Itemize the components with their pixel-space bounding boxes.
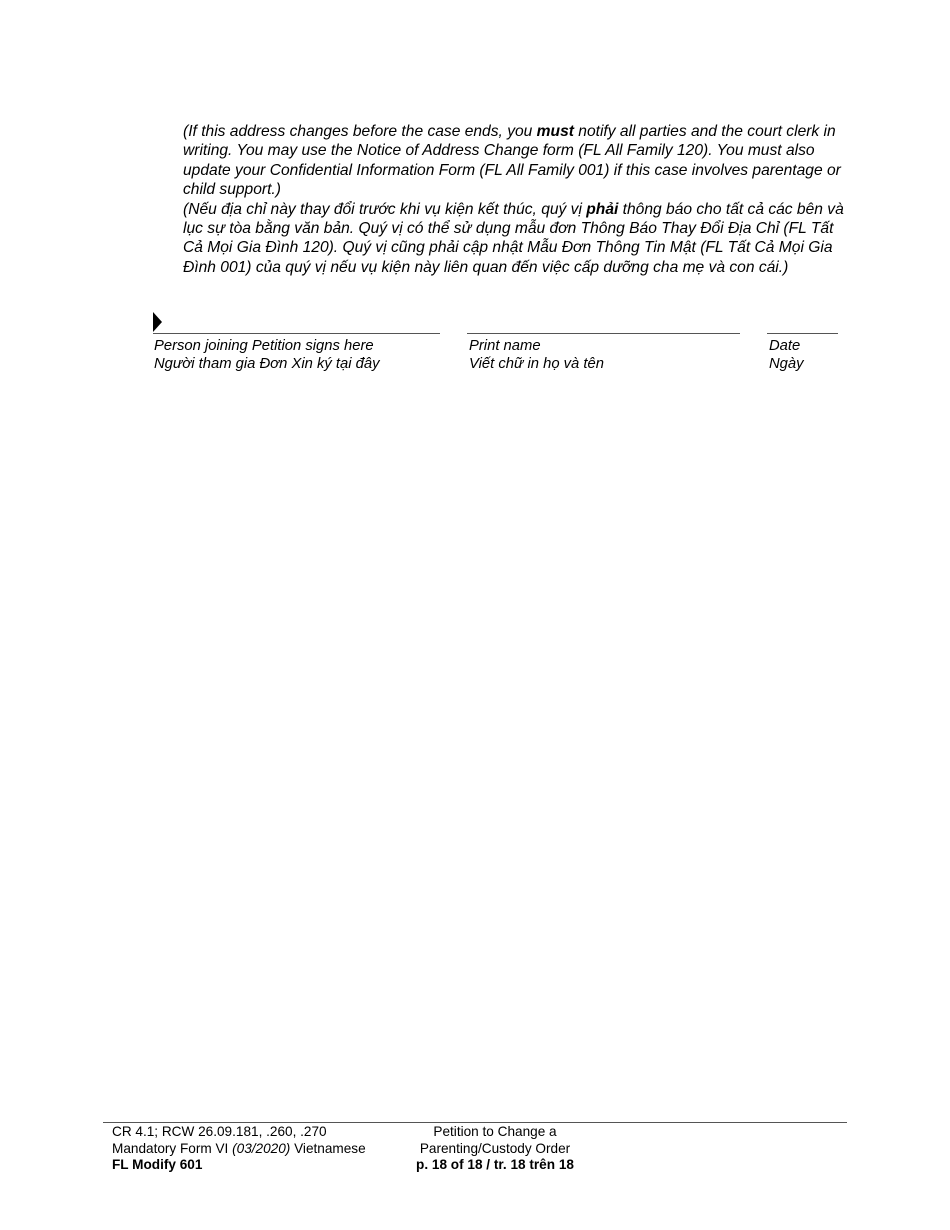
form-version: Mandatory Form VI (03/2020) Vietnamese (112, 1140, 366, 1156)
sign-here-arrow-icon (153, 312, 162, 332)
page-number: p. 18 of 18 / tr. 18 trên 18 (416, 1157, 574, 1172)
footer-form-title: Petition to Change a Parenting/Custody Order p. 18 of 18 / tr. 18 trên 18 (395, 1124, 595, 1174)
signature-label: Person joining Petition signs here Người tham gia Đơn Xin ký tại đây (154, 338, 380, 372)
footer-divider (103, 1122, 847, 1123)
footer-form-info: CR 4.1; RCW 26.09.181, .260, .270 Mandatory Form VI (03/2020) Vietnamese FL Modify 601 (112, 1124, 366, 1172)
signature-line[interactable] (153, 333, 440, 334)
print-name-line[interactable] (467, 333, 740, 334)
print-name-label: Print name Viết chữ in họ và tên (469, 338, 604, 372)
form-id: FL Modify 601 (112, 1157, 203, 1172)
address-change-notice (183, 122, 853, 277)
date-line[interactable] (767, 333, 838, 334)
date-label: Date Ngày (769, 338, 804, 372)
notice-english: (If this address changes before the case ends, you must notify all parties and the court clerk in writing. You may use the Notice of Address Change form (FL All Family 120). You must also update your Confidential Information Form (FL All Family 001) if this case involves parentage or child support.) (183, 123, 841, 199)
notice-vietnamese: (Nếu địa chỉ này thay đổi trước khi vụ kiện kết thúc, quý vị phải thông báo cho tất cả các bên và lục sự tòa bằng văn bản. Quý vị có thể sử dụng mẫu đơn Thông Báo Thay Đổi Địa Chỉ (FL Tất Cả Mọi Gia Đình 120). Quý vị cũng phải cập nhật Mẫu Đơn Thông Tin Mật (FL Tất Cả Mọi Gia Đình 001) của quý vị nếu vụ kiện này liên quan đến việc cấp dưỡng cha mẹ và con cái.) (183, 200, 844, 276)
